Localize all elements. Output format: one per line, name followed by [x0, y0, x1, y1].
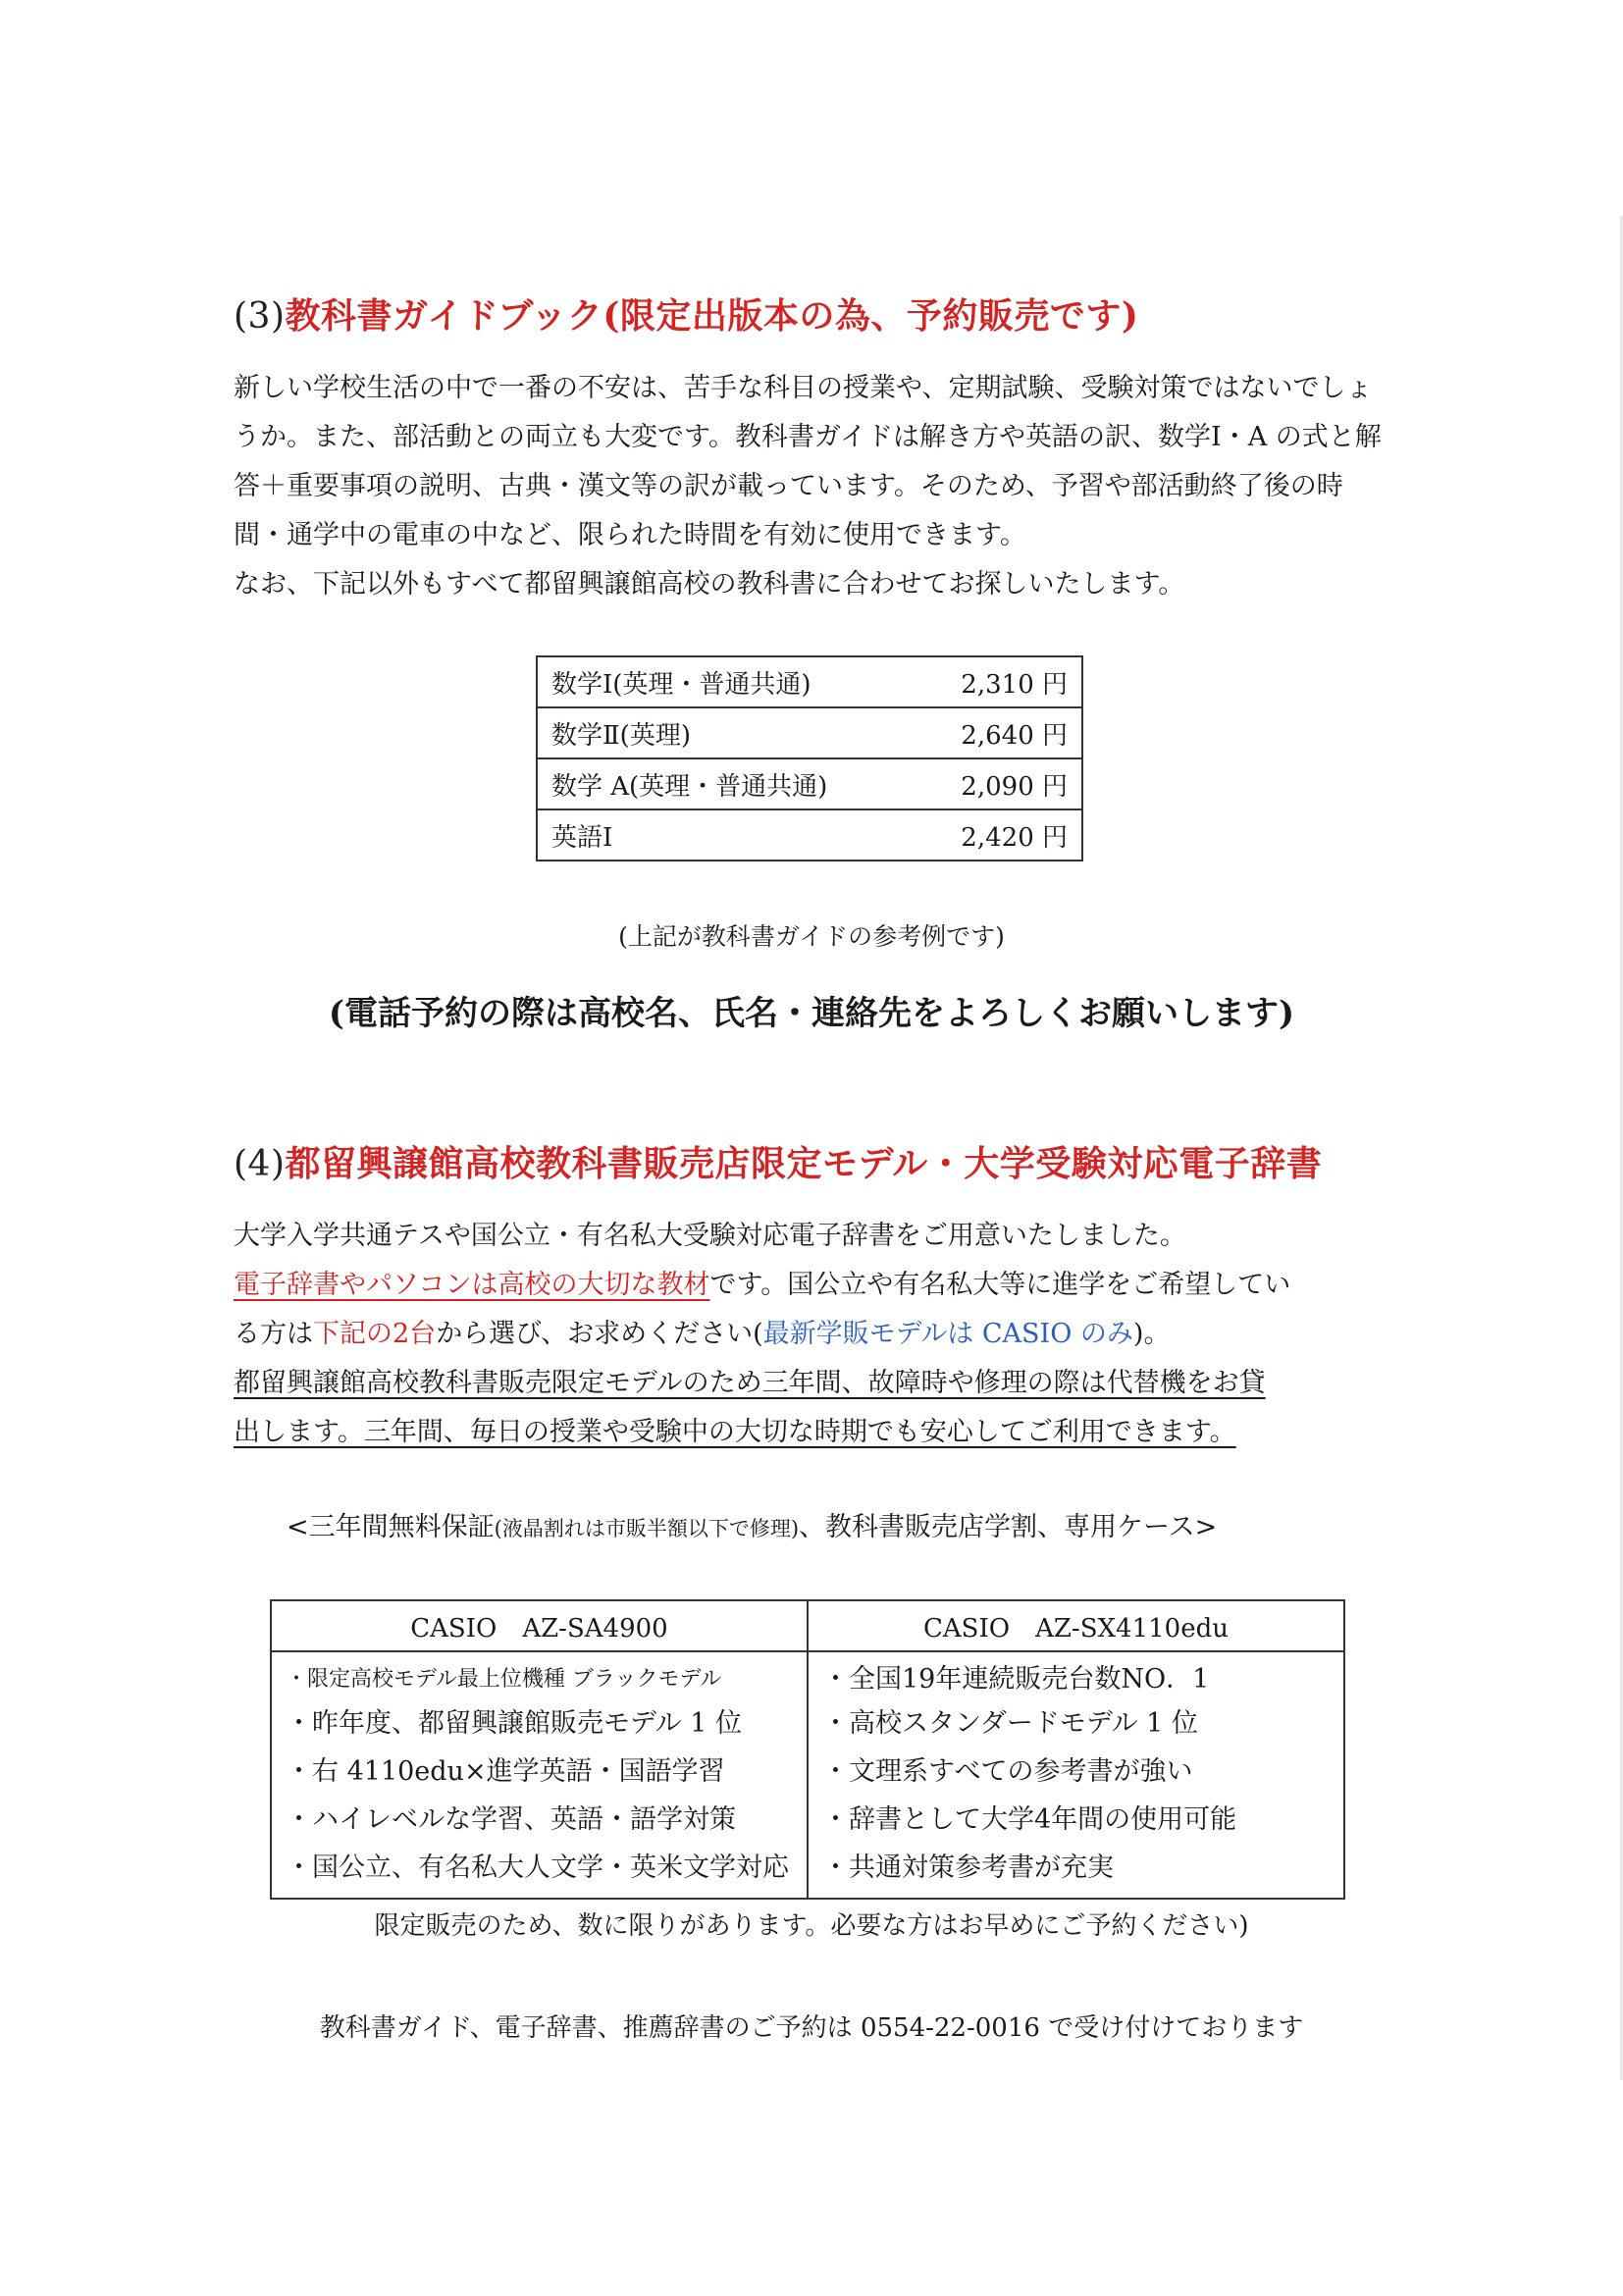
model-header: CASIO AZ-SX4110edu [808, 1600, 1344, 1651]
warranty-condition: (液晶割れは市販半額以下で修理) [494, 1517, 800, 1540]
table-header-row [271, 1600, 1344, 1651]
book-name: 数学 A(英理・普通共通) [537, 758, 915, 809]
section4-line: 都留興譲館高校教科書販売限定モデルのため三年間、故障時や修理の際は代替機をお貸 [234, 1368, 1266, 1398]
feature-item: ・昨年度、都留興譲館販売モデル 1 位 [286, 1708, 742, 1739]
section3-title: 教科書ガイドブック(限定出版本の為、予約販売です) [285, 295, 1139, 337]
section3-number: (3) [234, 296, 286, 337]
model-table [270, 1599, 1345, 1900]
book-name: 英語Ⅰ [537, 809, 915, 861]
section3-line: なお、下記以外もすべて都留興譲館高校の教科書に合わせてお探しいたします。 [234, 569, 1185, 600]
table-row [537, 809, 1082, 861]
section3-line: 答＋重要事項の説明、古典・漢文等の訳が載っています。そのため、予習や部活動終了後の時 [234, 471, 1343, 501]
limited-note: 限定販売のため、数に限りがあります。必要な方はお早めにご予約ください) [374, 1911, 1249, 1941]
feature-item: ・辞書として大学4年間の使用可能 [822, 1804, 1237, 1835]
section4-text: )。 [1132, 1319, 1171, 1349]
feature-item: ・全国19年連続販売台数NO．1 [822, 1664, 1210, 1695]
feature-item: ・共通対策参考書が充実 [822, 1852, 1114, 1883]
phone-note: (電話予約の際は高校名、氏名・連絡先をよろしくお願いします) [328, 994, 1295, 1033]
feature-item: ・ハイレベルな学習、英語・語学対策 [286, 1804, 736, 1835]
feature-item: ・国公立、有名私大人文学・英米文学対応 [286, 1852, 789, 1883]
table-row [537, 656, 1082, 707]
casio-note: 最新学販モデルは CASIO のみ [762, 1319, 1133, 1349]
section4-line [234, 1261, 1290, 1310]
emphasis-text: 下記の2台 [313, 1319, 437, 1349]
warranty-line [287, 1505, 1217, 1543]
section4-paragraph [234, 1212, 1290, 1457]
feature-item: ・右 4110edu×進学英語・国語学習 [286, 1756, 725, 1787]
book-price: 2,310 円 [915, 656, 1082, 707]
book-price: 2,090 円 [915, 758, 1082, 809]
section4-line: 出します。三年間、毎日の授業や受験中の大切な時期でも安心してご利用できます。 [234, 1417, 1236, 1447]
book-name: 数学Ⅱ(英理) [537, 707, 915, 758]
book-price: 2,420 円 [915, 809, 1082, 861]
section4-line: 大学入学共通テスや国公立・有名私大受験対応電子辞書をご用意いたしました。 [234, 1221, 1186, 1251]
feature-item: ・高校スタンダードモデル 1 位 [822, 1708, 1198, 1739]
emphasis-text: 電子辞書やパソコンは高校の大切な教材 [234, 1270, 710, 1300]
section4-line [234, 1310, 1290, 1359]
section3-heading [234, 288, 1138, 339]
section3-line: 新しい学校生活の中で一番の不安は、苦手な科目の授業や、定期試験、受験対策ではないでしょ [234, 373, 1373, 403]
book-name: 数学Ⅰ(英理・普通共通) [537, 656, 915, 707]
feature-item: ・限定高校モデル最上位機種 ブラックモデル [286, 1667, 722, 1692]
model-header: CASIO AZ-SA4900 [271, 1600, 808, 1651]
table-row [271, 1651, 1344, 1899]
section3-line: 間・通学中の電車の中など、限られた時間を有効に使用できます。 [234, 520, 1026, 550]
warranty-text: <三年間無料保証 [287, 1512, 495, 1542]
section3-paragraph [234, 364, 1382, 609]
section4-number: (4) [234, 1144, 286, 1184]
table-note: (上記が教科書ガイドの参考例です) [618, 922, 1005, 951]
warranty-text: 、教科書販売店学割、専用ケース> [799, 1512, 1218, 1542]
section4-text: です。国公立や有名私大等に進学をご希望してい [709, 1270, 1291, 1300]
feature-item: ・文理系すべての参考書が強い [822, 1756, 1193, 1787]
model-features [271, 1651, 808, 1899]
table-row [537, 758, 1082, 809]
book-price: 2,640 円 [915, 707, 1082, 758]
section3-line: うか。また、部活動との両立も大変です。教科書ガイドは解き方や英語の訳、数学Ⅰ・A の式と解 [234, 422, 1382, 452]
section4-text: る方は [234, 1319, 313, 1349]
section4-heading [234, 1136, 1322, 1186]
section4-title: 都留興譲館高校教科書販売店限定モデル・大学受験対応電子辞書 [285, 1143, 1323, 1184]
contact-line: 教科書ガイド、電子辞書、推薦辞書のご予約は 0554-22-0016 で受け付けております [319, 2013, 1304, 2043]
section4-text: から選び、お求めください( [436, 1319, 763, 1349]
table-row [537, 707, 1082, 758]
model-features [808, 1651, 1344, 1899]
price-table [536, 655, 1083, 861]
